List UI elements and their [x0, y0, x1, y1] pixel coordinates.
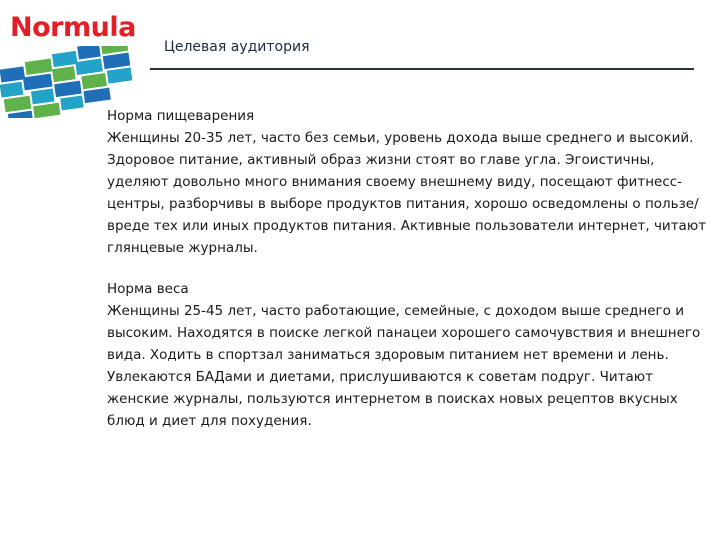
- section-paragraph: Женщины 20-35 лет, часто без семьи, уровень дохода выше среднего и высокий.: [107, 130, 694, 146]
- section-heading: Норма веса: [107, 281, 189, 297]
- section-paragraph: Здоровое питание, активный образ жизни стоят во главе угла. Эгоистичны, уделяют довольно много внимания своему внешнему виду, посещают фитнесс-центры, разборчивы в выборе продуктов питания, хорошо осведомлены о пользе/вреде тех или иных продуктов питания. Активные пользователи интернет, читают глянцевые журналы.: [107, 152, 707, 256]
- audience-content: [107, 105, 707, 451]
- normula-logo: [0, 8, 140, 112]
- logo-wordmark: Normula: [10, 12, 136, 43]
- header-divider: [150, 68, 694, 70]
- section-paragraph: Женщины 25-45 лет, часто работающие, семейные, с доходом выше среднего и высоким. Находятся в поиске легкой панацеи хорошего самочувствия и внешнего вида. Ходить в спортзал заниматься здоровым питанием нет времени и лень. Увлекаются БАДами и диетами, прислушиваются к советам подруг. Читают женские журналы, пользуются интернетом в поисках новых рецептов вкусных блюд и диет для похудения.: [107, 303, 701, 429]
- section-heading: Норма пищеварения: [107, 108, 255, 124]
- section-weight: [107, 278, 707, 432]
- section-digestion: [107, 105, 707, 259]
- page-title: Целевая аудитория: [164, 39, 310, 55]
